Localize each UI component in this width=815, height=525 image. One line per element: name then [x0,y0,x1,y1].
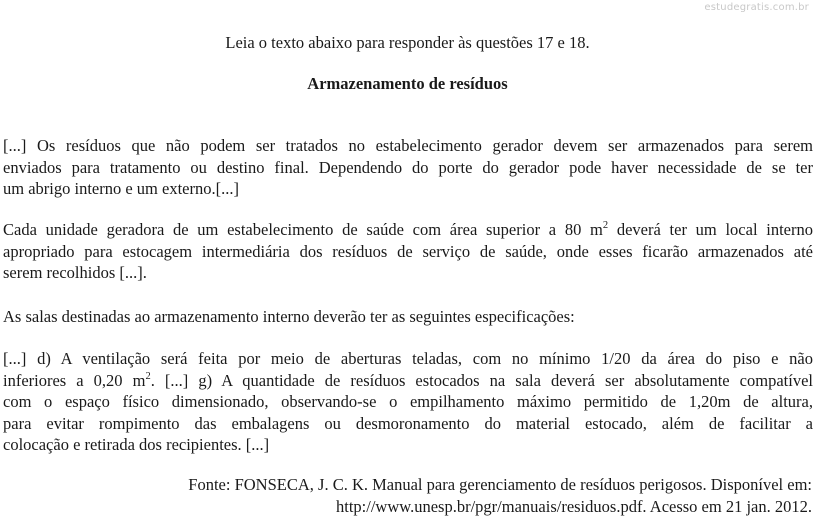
paragraph-4-line-2 [3,370,813,392]
paragraph-2-line-1-start: Cada unidade geradora de um estabelecimento de saúde com área superior a 80 m [3,220,603,239]
watermark: estudegratis.com.br [704,2,809,13]
paragraph-2-line-1 [3,219,813,241]
paragraph-4-line-4: para evitar rompimento das embalagens ou desmoronamento do material estocado, além de facilitar a [3,413,813,433]
intro-text: Leia o texto abaixo para responder às questões 17 e 18. [225,33,590,52]
paragraph-4-line-2-end: . [...] g) A quantidade de resíduos estocados na sala deverá ser absolutamente compatível [150,370,813,390]
paragraph-2-line-1-end: deverá ter um local interno [608,220,813,239]
source-citation [0,474,812,518]
paragraph-4-line-3: com o espaço físico dimensionado, observando-se o empilhamento máximo permitido de 1,20m de altura, [3,392,813,412]
paragraph-1 [3,135,813,200]
paragraph-3 [3,306,813,328]
document-title: Armazenamento de resíduos [307,74,508,93]
paragraph-1-line-1: [...] Os resíduos que não podem ser tratados no estabelecimento gerador devem ser armazenados para serem [3,136,813,155]
paragraph-3-line-1: As salas destinadas ao armazenamento interno deverão ter as seguintes especificações: [3,307,575,326]
superscript-squared: 2 [145,370,151,382]
paragraph-4-line-1: [...] d) A ventilação será feita por meio de aberturas teladas, com no mínimo 1/20 da área do piso e não [3,349,813,368]
source-line-1: Fonte: FONSECA, J. C. K. Manual para gerenciamento de resíduos perigosos. Disponível em: [188,475,812,494]
source-line-2: http://www.unesp.br/pgr/manuais/residuos.pdf. Acesso em 21 jan. 2012. [336,497,812,516]
paragraph-2-line-3: serem recolhidos [...]. [3,263,147,283]
paragraph-1-line-3: um abrigo interno e um externo.[...] [3,179,239,199]
paragraph-2 [3,219,813,284]
paragraph-4-line-5: colocação e retirada dos recipientes. [...] [3,435,270,455]
paragraph-4-line-2-start: inferiores a 0,20 m [3,370,146,390]
superscript-squared: 2 [602,220,609,231]
paragraph-2-line-2: apropriado para estocagem intermediária dos resíduos de serviço de saúde, onde esses ficarão armazenados até [3,241,813,261]
paragraph-1-line-2: enviados para tratamento ou destino final. Dependendo do porte do gerador pode haver necessidade de se ter [3,157,813,177]
paragraph-4 [3,348,813,456]
